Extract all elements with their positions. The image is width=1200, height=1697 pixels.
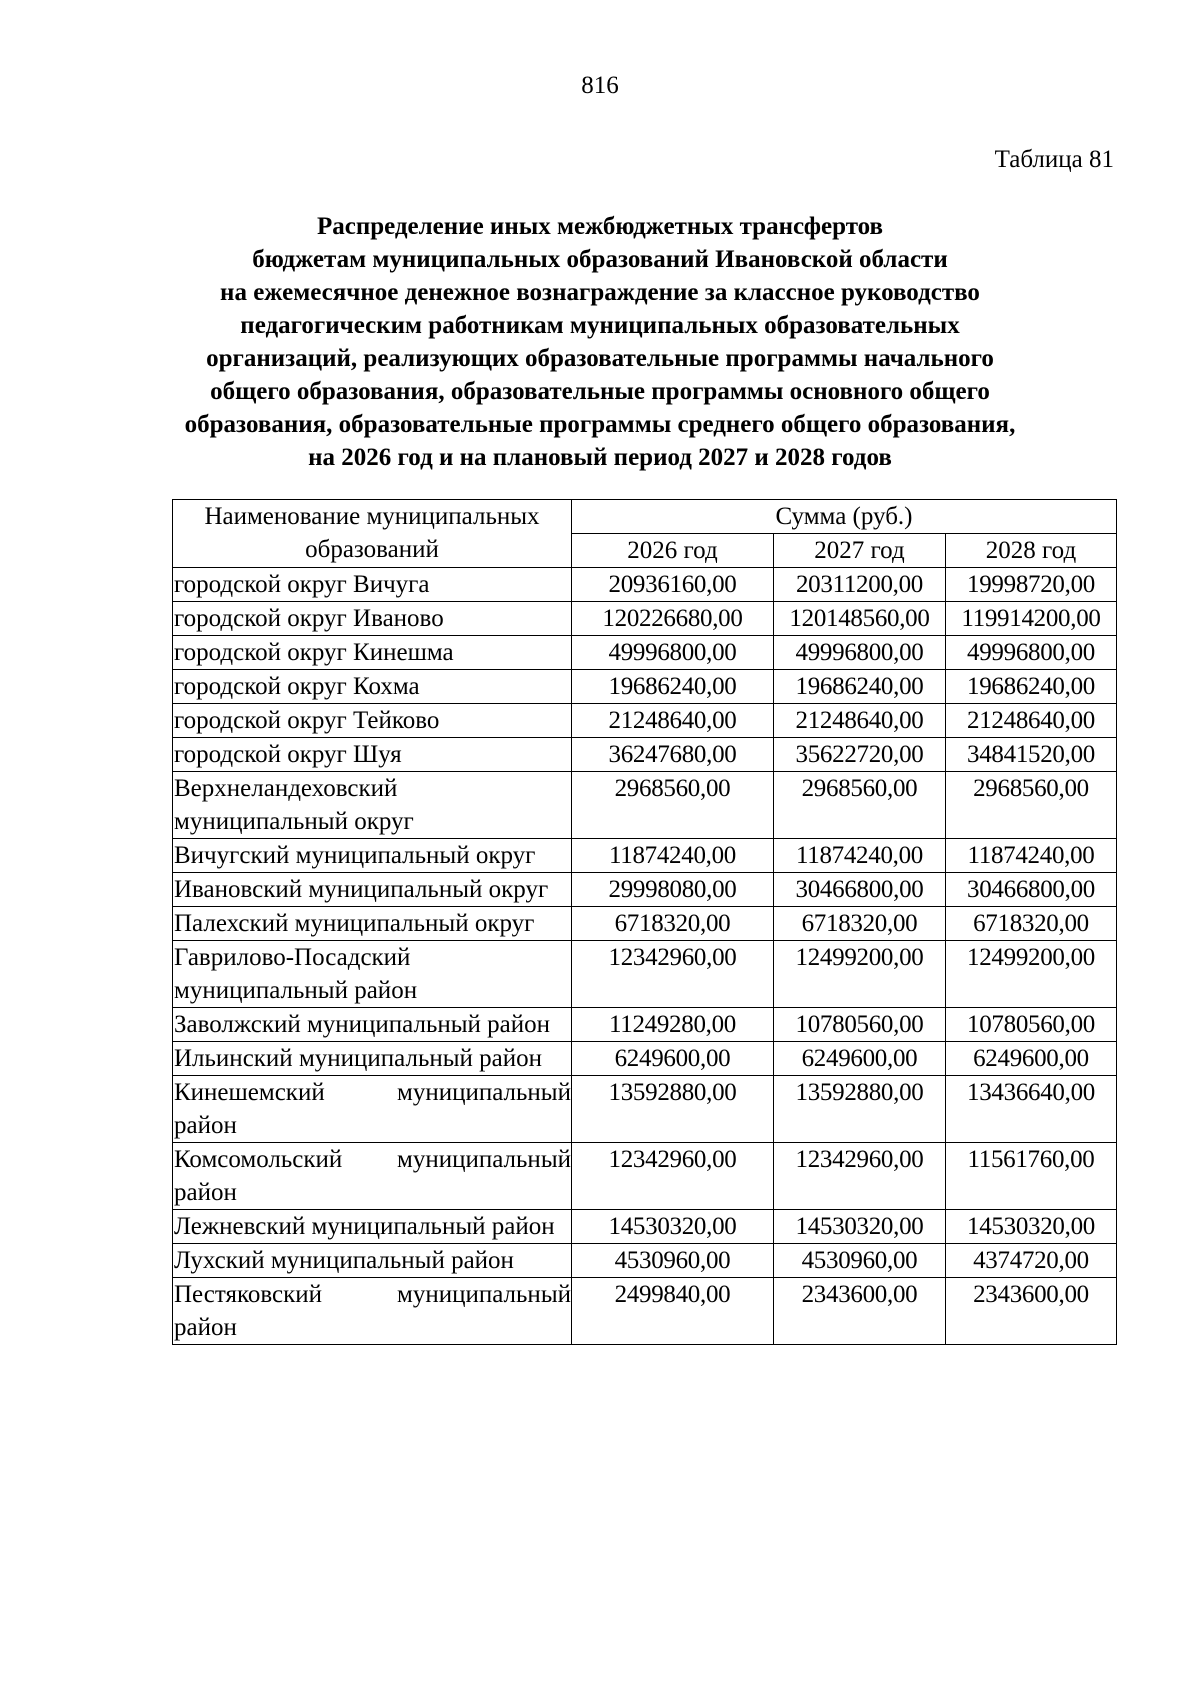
value-2027-cell: 49996800,00 xyxy=(774,636,946,670)
value-2028-cell: 21248640,00 xyxy=(946,704,1117,738)
document-title xyxy=(150,210,1050,474)
value-2026-cell: 21248640,00 xyxy=(572,704,774,738)
value-2027-cell: 10780560,00 xyxy=(774,1008,946,1042)
table-row xyxy=(173,568,1117,602)
table-row xyxy=(173,602,1117,636)
value-2027-cell: 19686240,00 xyxy=(774,670,946,704)
header-name: Наименование муниципальных образований xyxy=(173,500,572,568)
table-row xyxy=(173,670,1117,704)
table-row xyxy=(173,704,1117,738)
region-name-cell: городской округ Тейково xyxy=(173,704,572,738)
value-2026-cell: 12342960,00 xyxy=(572,1143,774,1210)
region-name-cell: городской округ Иваново xyxy=(173,602,572,636)
value-2028-cell: 12499200,00 xyxy=(946,941,1117,1008)
region-name-cell: городской округ Вичуга xyxy=(173,568,572,602)
value-2026-cell: 6249600,00 xyxy=(572,1042,774,1076)
value-2028-cell: 13436640,00 xyxy=(946,1076,1117,1143)
value-2027-cell: 30466800,00 xyxy=(774,873,946,907)
value-2026-cell: 19686240,00 xyxy=(572,670,774,704)
region-name-cell: городской округ Шуя xyxy=(173,738,572,772)
value-2027-cell: 2343600,00 xyxy=(774,1278,946,1345)
table-row xyxy=(173,941,1117,1008)
region-name-cell: Лежневский муниципальный район xyxy=(173,1210,572,1244)
value-2026-cell: 11249280,00 xyxy=(572,1008,774,1042)
value-2026-cell: 2968560,00 xyxy=(572,772,774,839)
value-2026-cell: 14530320,00 xyxy=(572,1210,774,1244)
table-row xyxy=(173,873,1117,907)
table-row xyxy=(173,1244,1117,1278)
region-name-cell: Пестяковский муниципальный район xyxy=(173,1278,572,1345)
table-row xyxy=(173,636,1117,670)
header-sum: Сумма (руб.) xyxy=(572,500,1117,534)
value-2026-cell: 49996800,00 xyxy=(572,636,774,670)
table-header xyxy=(173,500,1117,568)
value-2027-cell: 12342960,00 xyxy=(774,1143,946,1210)
value-2026-cell: 120226680,00 xyxy=(572,602,774,636)
table-row xyxy=(173,738,1117,772)
value-2026-cell: 11874240,00 xyxy=(572,839,774,873)
table-row xyxy=(173,1143,1117,1210)
value-2028-cell: 49996800,00 xyxy=(946,636,1117,670)
transfers-table xyxy=(172,499,1117,1345)
value-2027-cell: 11874240,00 xyxy=(774,839,946,873)
value-2027-cell: 35622720,00 xyxy=(774,738,946,772)
value-2028-cell: 11561760,00 xyxy=(946,1143,1117,1210)
value-2028-cell: 14530320,00 xyxy=(946,1210,1117,1244)
page-number: 816 xyxy=(581,72,619,99)
table-body xyxy=(173,568,1117,1345)
value-2026-cell: 29998080,00 xyxy=(572,873,774,907)
region-name-cell: Ивановский муниципальный округ xyxy=(173,873,572,907)
header-year-2028: 2028 год xyxy=(946,534,1117,568)
value-2026-cell: 2499840,00 xyxy=(572,1278,774,1345)
value-2028-cell: 34841520,00 xyxy=(946,738,1117,772)
value-2027-cell: 6249600,00 xyxy=(774,1042,946,1076)
title-line: педагогическим работникам муниципальных образовательных xyxy=(240,312,960,339)
title-line: бюджетам муниципальных образований Ивановской области xyxy=(252,246,948,273)
table-row xyxy=(173,839,1117,873)
region-name-cell: Вичугский муниципальный округ xyxy=(173,839,572,873)
region-name-cell: Гаврилово-Посадский муниципальный район xyxy=(173,941,572,1008)
table-row xyxy=(173,1278,1117,1345)
region-name-cell: Заволжский муниципальный район xyxy=(173,1008,572,1042)
value-2028-cell: 119914200,00 xyxy=(946,602,1117,636)
value-2027-cell: 20311200,00 xyxy=(774,568,946,602)
value-2026-cell: 36247680,00 xyxy=(572,738,774,772)
value-2028-cell: 10780560,00 xyxy=(946,1008,1117,1042)
table-label: Таблица 81 xyxy=(994,146,1114,173)
value-2028-cell: 19998720,00 xyxy=(946,568,1117,602)
value-2027-cell: 13592880,00 xyxy=(774,1076,946,1143)
region-name-cell: Верхнеландеховский муниципальный округ xyxy=(173,772,572,839)
header-year-2026: 2026 год xyxy=(572,534,774,568)
header-year-2027: 2027 год xyxy=(774,534,946,568)
title-line: общего образования, образовательные программы основного общего xyxy=(210,378,990,405)
region-name-cell: Ильинский муниципальный район xyxy=(173,1042,572,1076)
value-2027-cell: 2968560,00 xyxy=(774,772,946,839)
title-line: образования, образовательные программы среднего общего образования, xyxy=(184,411,1016,438)
value-2028-cell: 6718320,00 xyxy=(946,907,1117,941)
value-2028-cell: 4374720,00 xyxy=(946,1244,1117,1278)
table-row xyxy=(173,1076,1117,1143)
title-line: организаций, реализующих образовательные программы начального xyxy=(206,345,994,372)
region-name-cell: городской округ Кинешма xyxy=(173,636,572,670)
value-2027-cell: 4530960,00 xyxy=(774,1244,946,1278)
value-2028-cell: 2343600,00 xyxy=(946,1278,1117,1345)
table-row xyxy=(173,772,1117,839)
value-2026-cell: 4530960,00 xyxy=(572,1244,774,1278)
region-name-cell: городской округ Кохма xyxy=(173,670,572,704)
value-2026-cell: 12342960,00 xyxy=(572,941,774,1008)
value-2027-cell: 120148560,00 xyxy=(774,602,946,636)
region-name-cell: Комсомольский муниципальный район xyxy=(173,1143,572,1210)
value-2028-cell: 19686240,00 xyxy=(946,670,1117,704)
region-name-cell: Кинешемский муниципальный район xyxy=(173,1076,572,1143)
table-row xyxy=(173,907,1117,941)
value-2028-cell: 2968560,00 xyxy=(946,772,1117,839)
value-2028-cell: 30466800,00 xyxy=(946,873,1117,907)
title-line: Распределение иных межбюджетных трансфертов xyxy=(316,213,884,240)
value-2028-cell: 6249600,00 xyxy=(946,1042,1117,1076)
title-line: на 2026 год и на плановый период 2027 и 2028 годов xyxy=(308,444,892,471)
value-2026-cell: 6718320,00 xyxy=(572,907,774,941)
value-2026-cell: 20936160,00 xyxy=(572,568,774,602)
region-name-cell: Палехский муниципальный округ xyxy=(173,907,572,941)
value-2026-cell: 13592880,00 xyxy=(572,1076,774,1143)
table-row xyxy=(173,1210,1117,1244)
table-row xyxy=(173,1042,1117,1076)
value-2027-cell: 21248640,00 xyxy=(774,704,946,738)
title-line: на ежемесячное денежное вознаграждение за классное руководство xyxy=(220,279,980,306)
value-2028-cell: 11874240,00 xyxy=(946,839,1117,873)
region-name-cell: Лухский муниципальный район xyxy=(173,1244,572,1278)
table-row xyxy=(173,1008,1117,1042)
value-2027-cell: 12499200,00 xyxy=(774,941,946,1008)
value-2027-cell: 14530320,00 xyxy=(774,1210,946,1244)
value-2027-cell: 6718320,00 xyxy=(774,907,946,941)
